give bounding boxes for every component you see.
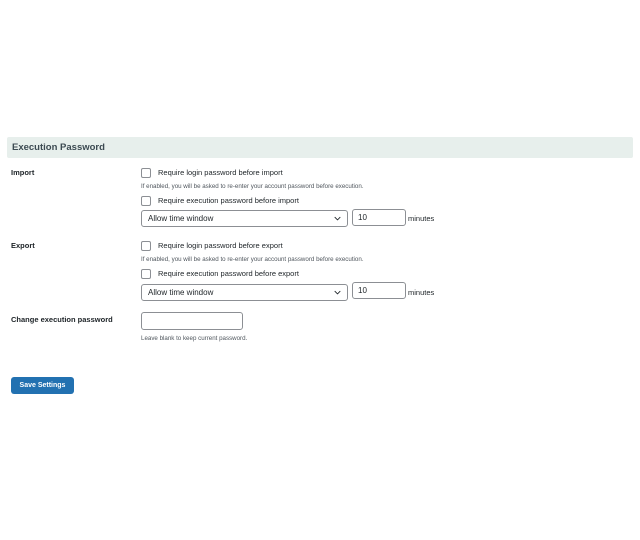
section-title: Execution Password — [12, 142, 105, 153]
change-password-label: Change execution password — [11, 315, 113, 324]
chevron-down-icon — [334, 215, 341, 222]
export-execution-checkbox-row[interactable] — [141, 268, 299, 279]
section-header — [7, 137, 633, 158]
export-execution-checkbox[interactable] — [141, 269, 151, 279]
import-help-text: If enabled, you will be asked to re-enter your account password before execution. — [141, 183, 364, 190]
import-label: Import — [11, 168, 35, 177]
export-login-checkbox-row[interactable] — [141, 240, 283, 251]
change-password-help-text: Leave blank to keep current password. — [141, 335, 248, 342]
export-login-checkbox-label[interactable]: Require login password before export — [158, 241, 283, 250]
export-help-text: If enabled, you will be asked to re-enter your account password before execution. — [141, 256, 364, 263]
import-login-checkbox-label[interactable]: Require login password before import — [158, 168, 283, 177]
import-minutes-unit: minutes — [408, 214, 435, 223]
import-execution-checkbox-label[interactable]: Require execution password before import — [158, 196, 299, 205]
import-execution-checkbox[interactable] — [141, 196, 151, 206]
export-login-checkbox[interactable] — [141, 241, 151, 251]
export-minutes-unit: minutes — [408, 288, 435, 297]
export-execution-checkbox-label[interactable]: Require execution password before export — [158, 269, 299, 278]
import-login-checkbox[interactable] — [141, 168, 151, 178]
export-time-window-value: Allow time window — [148, 288, 214, 297]
import-minutes-input[interactable] — [352, 209, 406, 226]
import-time-window-value: Allow time window — [148, 214, 214, 223]
change-password-input[interactable] — [141, 312, 243, 330]
export-time-window-select[interactable] — [141, 284, 348, 301]
chevron-down-icon — [334, 289, 341, 296]
import-login-checkbox-row[interactable] — [141, 167, 283, 178]
save-settings-button[interactable]: Save Settings — [11, 377, 74, 394]
export-minutes-value: 10 — [358, 286, 367, 295]
export-label: Export — [11, 241, 35, 250]
export-minutes-input[interactable] — [352, 282, 406, 299]
import-minutes-value: 10 — [358, 213, 367, 222]
import-execution-checkbox-row[interactable] — [141, 195, 299, 206]
import-time-window-select[interactable] — [141, 210, 348, 227]
